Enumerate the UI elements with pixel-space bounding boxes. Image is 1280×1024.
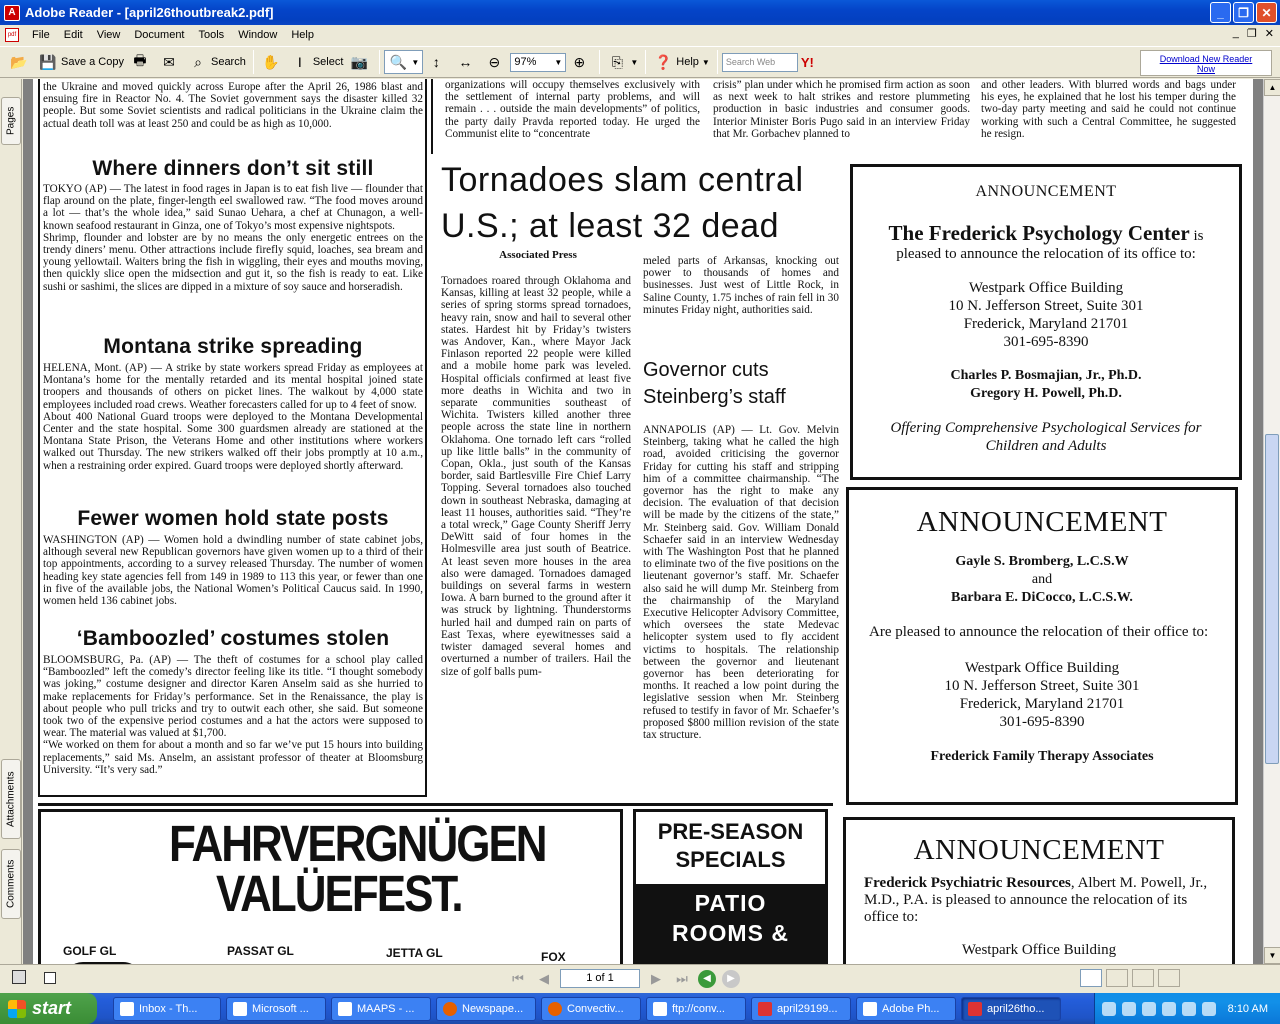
- costumes-headline: ‘Bamboozled’ costumes stolen: [76, 627, 390, 650]
- minus-circle-icon: ⊖: [488, 53, 501, 70]
- vw-line1: FAHRVERGNÜGEN: [169, 816, 546, 873]
- magnifier-plus-icon: 🔍: [389, 53, 408, 70]
- toolbar-separator: [599, 50, 600, 74]
- dropdown-arrow-icon: ▼: [630, 57, 639, 67]
- system-tray: [1094, 993, 1280, 1024]
- menu-window[interactable]: Window: [238, 29, 278, 41]
- task-label: Inbox - Th...: [139, 1002, 198, 1015]
- chernobyl-article: [43, 81, 423, 130]
- scroll-down-icon[interactable]: ▼: [1264, 947, 1280, 964]
- ad1-line1: pleased to announce the relocation of its office to:: [896, 246, 1196, 262]
- vw-model-golf: GOLF GL: [63, 944, 117, 958]
- montana-p1: HELENA, Mont. (AP) — A strike by state workers spread Friday as employees at Montana’s home for the mentally retarded and its mental hospital joined state troopers and thousands of others on picket lines. The walkout by 4,000 state employees included road crews. Weather forecasters called for up to 4 feet of snow.: [43, 362, 423, 411]
- costumes-p2: “We worked on them for about a month and so far we’ve put 15 hours into building replacements,” said Ms. Anselm, an assistant professor of theater at Bloomsburg University. “It’s very sad.”: [43, 739, 423, 776]
- firefox-icon: [443, 1002, 457, 1016]
- women-article: [43, 534, 423, 607]
- tornado-byline: Associated Press: [499, 249, 577, 261]
- preseason-line3: PATIO: [694, 890, 767, 916]
- ad2-addr2: 10 N. Jefferson Street, Suite 301: [944, 678, 1140, 694]
- toolbar: [0, 46, 1280, 78]
- start-button[interactable]: [0, 993, 97, 1024]
- continuous-icon[interactable]: [1106, 969, 1128, 987]
- task-label: MAAPS - ...: [357, 1002, 415, 1015]
- women-p1: WASHINGTON (AP) — Women hold a dwindling number of state cabinet jobs, although several new Republican governors have given women up to a third of their top appointments, according to a survey released Thursday. The number of women heading key state agencies fell from 149 in 1989 to 113 this year, or fewer than one in five of the available jobs, the National Women’s Political Caucus said. In 1990, women held 136 cabinet jobs.: [43, 534, 423, 608]
- preseason-line2: SPECIALS: [675, 847, 786, 872]
- page-layout-buttons: [1080, 969, 1180, 987]
- pravda-text: organizations will occupy themselves exclusively with the settlement of internal party problems, and will remain . . . outside the main developments” of politics, the party daily Pravda reported today. He urged the Communist elite to “concentrate: [445, 79, 700, 140]
- search-label: Search: [210, 56, 246, 68]
- vw-model-jetta: JETTA GL: [386, 946, 443, 960]
- task-label: ftp://conv...: [672, 1002, 725, 1015]
- download-reader-line1: Download New Reader: [1159, 54, 1253, 64]
- yahoo-button[interactable]: [798, 50, 817, 74]
- costumes-p1: BLOOMSBURG, Pa. (AP) — The theft of costumes for a school play called “Bamboozled” left the comedy’s director feeling like its title. “I thought somebody was joking,” costume designer and director Karen Anselm said as she hurried to make replacements for Friday’s performance. Set in the Renaissance, the play is about people who pull tricks and try to outwit each other, she said. But someone took two of the expensive period costumes and a hat the actors were supposed to wear. The material was valued at $1,700.: [43, 654, 423, 740]
- family-therapy-ad: [846, 487, 1238, 805]
- facing-icon[interactable]: [1132, 969, 1154, 987]
- tornado-text: Tornadoes roared through Oklahoma and Kansas, killing at least 32 people, while a series of spring storms spread tornadoes, heavy rain, snow and hail to several other states. Hardest hit by Friday’s twisters was Andover, Kan., where Mayor Jack Finlason reported 22 people were killed and a mobile home park was leveled. Hospital officials confirmed at least five more deaths in Wichita and two in separate communities southeast of Wichita. Twisters killed another three people across the state line in northern Oklahoma. One tornado left cars “rolled up like little balls” in the community of Copan, Okla., just south of the Kansas border, said Bartlesville Fire Chief Larry Topping. Several tornadoes also touched down in southeast Nebraska, damaging at least 11 houses, authorities said. “They’re a total wreck,” Gage County Sheriff Jerry DeWitt said of four homes in the Holmesville area just south of Beatrice. At least seven more houses in the area also were damaged. Tornadoes damaged buildings on several farms in western Iowa. A barn burned to the ground after it was struck by lightning. Thunderstorms hurled hail and dumped rain on parts of East Texas, where eyewitnesses said a twister damaged several homes and overturned a number of trailers. Hail the size of golf balls pum-: [441, 275, 631, 678]
- pravda-article: [445, 79, 700, 140]
- preseason-line1: PRE-SEASON: [657, 819, 804, 844]
- task-april29[interactable]: [751, 997, 851, 1021]
- preseason-line4: ROOMS &: [672, 920, 789, 946]
- ad2-name2: Barbara E. DiCocco, L.C.S.W.: [951, 590, 1133, 605]
- folder-open-icon: 📂: [10, 53, 28, 70]
- montana-article: [43, 362, 423, 472]
- costumes-article: [43, 654, 423, 776]
- ad1-tagline: Offering Comprehensive Psychological Services for Children and Adults: [890, 420, 1202, 454]
- governor-text: ANNAPOLIS (AP) — Lt. Gov. Melvin Steinberg, taking what he called the high road, avoided criticising the governor Friday for cutting his staff and stripping him of a committee chairmanship. “The governor has the right to make any decision. The evaluation of that decision will be made by the citizens of the state,” Mr. Steinberg said. Gov. William Donald Schaefer said in an interview Wednesday with The Washington Post that he planned to eliminate two of the five positions on the lieutenant governor’s staff. Mr. Schaefer also said he will dump Mr. Steinberg from the chairmanship of the Maryland Executive Helicopter Advisory Committee, which oversees the state Medevac helicopter system used to fly accident victims to hospitals. The relationship between the governor and lieutenant governor has been deteriorating for months. It reached a low point during the legislative session when Mr. Steinberg refused to testify in favor of Mr. Schaefer’s proposed $800 million revision of the state tax structure.: [643, 424, 839, 742]
- doc-minimize-button[interactable]: _: [1232, 27, 1239, 39]
- resign-article: [981, 79, 1236, 140]
- zoom-in-button[interactable]: [566, 50, 595, 74]
- tray-network-icon[interactable]: [1142, 1002, 1156, 1016]
- printer-icon: 🖶: [133, 52, 147, 68]
- ad2-org: Frederick Family Therapy Associates: [930, 749, 1154, 764]
- ad2-line1: Are pleased to announce the relocation of their office to:: [869, 624, 1209, 640]
- task-microsoft[interactable]: [226, 997, 326, 1021]
- dinners-headline: Where dinners don’t sit still: [92, 157, 374, 180]
- menu-document[interactable]: Document: [134, 29, 185, 41]
- mail-icon: [120, 1002, 134, 1016]
- actual-size-button[interactable]: [423, 50, 452, 74]
- zoom-value: 97%: [514, 56, 537, 68]
- menu-edit[interactable]: Edit: [63, 29, 83, 41]
- email-button[interactable]: [156, 50, 185, 74]
- task-convective[interactable]: [541, 997, 641, 1021]
- page-layout-icon[interactable]: [44, 972, 56, 984]
- maximize-button[interactable]: ❐: [1233, 2, 1254, 23]
- montana-headline: Montana strike spreading: [103, 335, 363, 358]
- task-maaps[interactable]: [331, 997, 431, 1021]
- ad2-phone: 301-695-8390: [999, 714, 1085, 730]
- vw-model-fox: FOX: [541, 950, 566, 964]
- app-icon: [233, 1002, 247, 1016]
- ad2-addr3: Frederick, Maryland 21701: [959, 696, 1125, 712]
- ad2-addr1: Westpark Office Building: [964, 660, 1120, 676]
- ad1-addr1: Westpark Office Building: [968, 280, 1124, 296]
- task-label: Adobe Ph...: [882, 1002, 940, 1015]
- taskbar: [0, 993, 1280, 1024]
- email-icon: ✉: [163, 53, 175, 70]
- ad1-addr2: 10 N. Jefferson Street, Suite 301: [948, 298, 1144, 314]
- chernobyl-text: the Ukraine and moved quickly across Europe after the April 26, 1986 blast and ensuing fire in Reactor No. 4. The Soviet government says the disaster killed 32 people. But some Soviet scientists and radical politicians in the Ukraine claim the actual death toll was at least 250 and could be as high as 10,000.: [43, 81, 423, 130]
- rotate-page-icon: ⎘: [611, 53, 623, 70]
- pdf-page: [33, 79, 1253, 964]
- print-button[interactable]: [127, 50, 156, 74]
- page-number-field[interactable]: 1 of 1: [560, 969, 640, 988]
- zoom-field[interactable]: [510, 53, 566, 72]
- firefox-icon: [548, 1002, 562, 1016]
- zoom-out-button[interactable]: [481, 50, 510, 74]
- fit-width-icon: ↔: [458, 54, 473, 70]
- pdf-icon: [968, 1002, 982, 1016]
- ad3-org: Frederick Psychiatric Resources: [864, 875, 1071, 891]
- ad3-addr1: Westpark Office Building: [961, 942, 1117, 958]
- select-tool-button[interactable]: [287, 50, 347, 74]
- ad2-title: ANNOUNCEMENT: [916, 506, 1168, 538]
- task-label: Microsoft ...: [252, 1002, 309, 1015]
- scroll-thumb[interactable]: [1265, 434, 1279, 764]
- windows-logo-icon: [8, 1000, 26, 1018]
- ad1-phone: 301-695-8390: [1003, 334, 1089, 350]
- title-bar: [0, 0, 1280, 25]
- fit-page-button[interactable]: [452, 50, 481, 74]
- pugo-article: [713, 79, 970, 140]
- ad2-name1: Gayle S. Bromberg, L.C.S.W: [955, 554, 1129, 569]
- vw-valuefest-ad: [38, 809, 623, 964]
- menu-view[interactable]: View: [96, 29, 121, 41]
- ad1-org-suffix: is: [1193, 228, 1204, 244]
- task-label: Convectiv...: [567, 1002, 624, 1015]
- plus-circle-icon: ⊕: [573, 53, 586, 70]
- window-title: Adobe Reader - [april26thoutbreak2.pdf]: [25, 5, 274, 20]
- yahoo-icon: Y!: [800, 54, 814, 70]
- start-label: start: [32, 998, 72, 1018]
- women-headline: Fewer women hold state posts: [77, 507, 389, 530]
- pdf-icon: [758, 1002, 772, 1016]
- camera-icon: 📷: [350, 53, 369, 70]
- menu-bar: [0, 25, 1280, 45]
- scroll-up-icon[interactable]: ▲: [1264, 79, 1280, 96]
- vw-model-passat: PASSAT GL: [227, 944, 294, 958]
- dinners-p2: Shrimp, flounder and lobster are by no means the only energetic entrees on the trendy diners’ menu. Other attractions include firefly squid, loaches, sea bream and young yellowtail. Waiters bring the fish in wiggling, their eyes and mouths moving, then quickly slice open the midsection and gut it, so the fish is ready to eat. Like sushi or sashimi, the slices are dipped in a mixture of soy sauce and horseradish.: [43, 231, 423, 293]
- dropdown-arrow-icon: ▼: [701, 57, 710, 67]
- previous-view-icon[interactable]: ◀: [698, 970, 716, 988]
- tab-comments[interactable]: Comments: [1, 849, 21, 919]
- navigation-pane: [0, 79, 22, 964]
- doc-restore-button[interactable]: ❐: [1246, 28, 1257, 40]
- zoom-in-tool-button[interactable]: [384, 50, 423, 74]
- ad3-title: ANNOUNCEMENT: [913, 834, 1165, 866]
- psychiatric-resources-ad: [843, 817, 1235, 964]
- tornado-cont: meled parts of Arkansas, knocking out power to thousands of homes and businesses. Just west of Little Rock, in Saline County, 1.75 inches of rain fell in 30 minutes Friday night, authorities said.: [643, 255, 839, 316]
- task-label: Newspape...: [462, 1002, 524, 1015]
- tray-app-icon[interactable]: [1202, 1002, 1216, 1016]
- task-newspaper[interactable]: [436, 997, 536, 1021]
- column-rule: [431, 79, 433, 154]
- task-inbox[interactable]: [113, 997, 221, 1021]
- task-label: april29199...: [777, 1002, 838, 1015]
- ad1-name2: Gregory H. Powell, Ph.D.: [970, 386, 1122, 401]
- governor-article: [643, 424, 839, 799]
- chevron-down-icon: ▼: [554, 57, 563, 67]
- ad1-addr3: Frederick, Maryland 21701: [963, 316, 1129, 332]
- governor-headline: Governor cuts Steinberg’s staff: [643, 359, 786, 408]
- task-adobe-photoshop[interactable]: [856, 997, 956, 1021]
- single-page-icon[interactable]: [1080, 969, 1102, 987]
- photoshop-icon: [863, 1002, 877, 1016]
- save-copy-label: Save a Copy: [61, 56, 124, 68]
- dropdown-arrow-icon: ▼: [411, 57, 420, 67]
- tornado-article-col2: [643, 255, 839, 316]
- help-button[interactable]: [650, 50, 713, 74]
- doc-close-button[interactable]: ✕: [1264, 28, 1274, 40]
- resign-text: and other leaders. With blurred words and bags under his eyes, he explained that he lost his temper during the two-day party meeting and said he could not continue working with such a Central Committee, he suggested he resign.: [981, 79, 1236, 140]
- continuous-facing-icon[interactable]: [1158, 969, 1180, 987]
- ad1-title: ANNOUNCEMENT: [975, 183, 1117, 200]
- tray-security-icon[interactable]: [1182, 1002, 1196, 1016]
- save-copy-button[interactable]: [35, 50, 127, 74]
- ad2-and: and: [1031, 572, 1053, 587]
- preseason-specials-ad: [633, 809, 828, 964]
- rotate-button[interactable]: [604, 50, 641, 74]
- text-cursor-icon: I: [297, 54, 302, 70]
- tornado-headline: Tornadoes slam central U.S.; at least 32 dead: [441, 161, 804, 245]
- montana-p2: About 400 National Guard troops were deployed to the Montana Developmental Center and the state hospital. Some 300 guardsmen already are stationed at the Montana State Prison, the Veterans Home and other institutions where workers walked out Thursday. The new strikers walked off their jobs promptly at 10 a.m., when a restraining order expired. Guard troops were deployed shortly afterward.: [43, 410, 423, 472]
- task-ftp[interactable]: [646, 997, 746, 1021]
- open-button[interactable]: [6, 50, 35, 74]
- close-button[interactable]: ✕: [1256, 2, 1277, 23]
- dinners-article: [43, 183, 423, 293]
- pugo-text: crisis” plan under which he promised firm action as soon as next week to halt strikes and restore plummeting production in basic industries and consumer goods. Interior Minister Boris Pugo said in an interview Friday that Mr. Gorbachev planned to: [713, 79, 970, 140]
- toolbar-separator: [253, 50, 254, 74]
- page-navigation: [508, 969, 740, 988]
- tab-pages[interactable]: Pages: [1, 97, 21, 145]
- browser-icon: [338, 1002, 352, 1016]
- frederick-psychology-ad: [850, 164, 1242, 480]
- tray-tool-icon[interactable]: [1102, 1002, 1116, 1016]
- binoculars-icon: ⌕: [194, 53, 202, 70]
- select-label: Select: [312, 56, 344, 68]
- actual-size-icon: ↕: [432, 54, 440, 70]
- menu-tools[interactable]: Tools: [198, 29, 225, 41]
- vertical-scrollbar[interactable]: [1263, 79, 1280, 964]
- tray-help-icon[interactable]: [1122, 1002, 1136, 1016]
- toolbar-separator: [717, 50, 718, 74]
- dinners-p1: TOKYO (AP) — The latest in food rages in Japan is to eat fish live — flounder that flap around on the plate, finger-length eel swallowed raw. “The food moves around a lot — that’s the whole idea,” said Sunao Uehara, a chef at Chunagon, a well-known seafood restaurant in Ginza, one of Tokyo’s most expensive nightspots.: [43, 183, 423, 232]
- pdf-doc-icon[interactable]: pdf: [5, 28, 19, 42]
- download-reader-link[interactable]: [1140, 50, 1272, 76]
- document-view[interactable]: [23, 79, 1263, 964]
- tray-volume-icon[interactable]: [1162, 1002, 1176, 1016]
- save-icon: 💾: [39, 53, 57, 70]
- next-view-icon[interactable]: ▶: [722, 970, 740, 988]
- tab-attachments[interactable]: Attachments: [1, 759, 21, 839]
- hand-icon: ✋: [262, 53, 280, 70]
- hand-tool-button[interactable]: [258, 50, 287, 74]
- toolbar-separator: [645, 50, 646, 74]
- search-button[interactable]: [185, 50, 249, 74]
- menu-file[interactable]: File: [32, 29, 50, 41]
- help-icon: ❓: [654, 53, 672, 70]
- page-size-icon[interactable]: [12, 970, 26, 984]
- minimize-button[interactable]: _: [1210, 2, 1231, 23]
- ftp-icon: [653, 1002, 667, 1016]
- help-label: Help: [676, 56, 699, 68]
- toolbar-separator: [379, 50, 380, 74]
- previous-page-icon[interactable]: ◀: [539, 970, 549, 986]
- clock: 8:10 AM: [1227, 1002, 1268, 1015]
- search-web-input[interactable]: Search Web: [722, 53, 798, 72]
- adobe-reader-icon: A: [4, 5, 20, 21]
- next-page-icon[interactable]: ▶: [651, 970, 661, 986]
- last-page-icon[interactable]: ⏭: [676, 970, 688, 986]
- ad1-name1: Charles P. Bosmajian, Jr., Ph.D.: [950, 368, 1142, 383]
- snapshot-button[interactable]: [346, 50, 375, 74]
- first-page-icon[interactable]: ⏮: [512, 970, 524, 986]
- menu-help[interactable]: Help: [291, 29, 314, 41]
- task-april26[interactable]: [961, 997, 1061, 1021]
- vw-line2: VALÜEFEST.: [216, 866, 462, 923]
- download-reader-line2: Now: [1196, 64, 1215, 74]
- tornado-article-col1: [441, 275, 631, 797]
- ad1-org: The Frederick Psychology Center: [888, 221, 1190, 245]
- ad3-text: , Albert M. Powell, Jr., M.D., P.A. is pleased to announce the relocation of its office to:: [864, 875, 1208, 925]
- section-rule: [38, 803, 833, 806]
- status-bar: [0, 964, 1280, 992]
- task-label: april26tho...: [987, 1002, 1045, 1015]
